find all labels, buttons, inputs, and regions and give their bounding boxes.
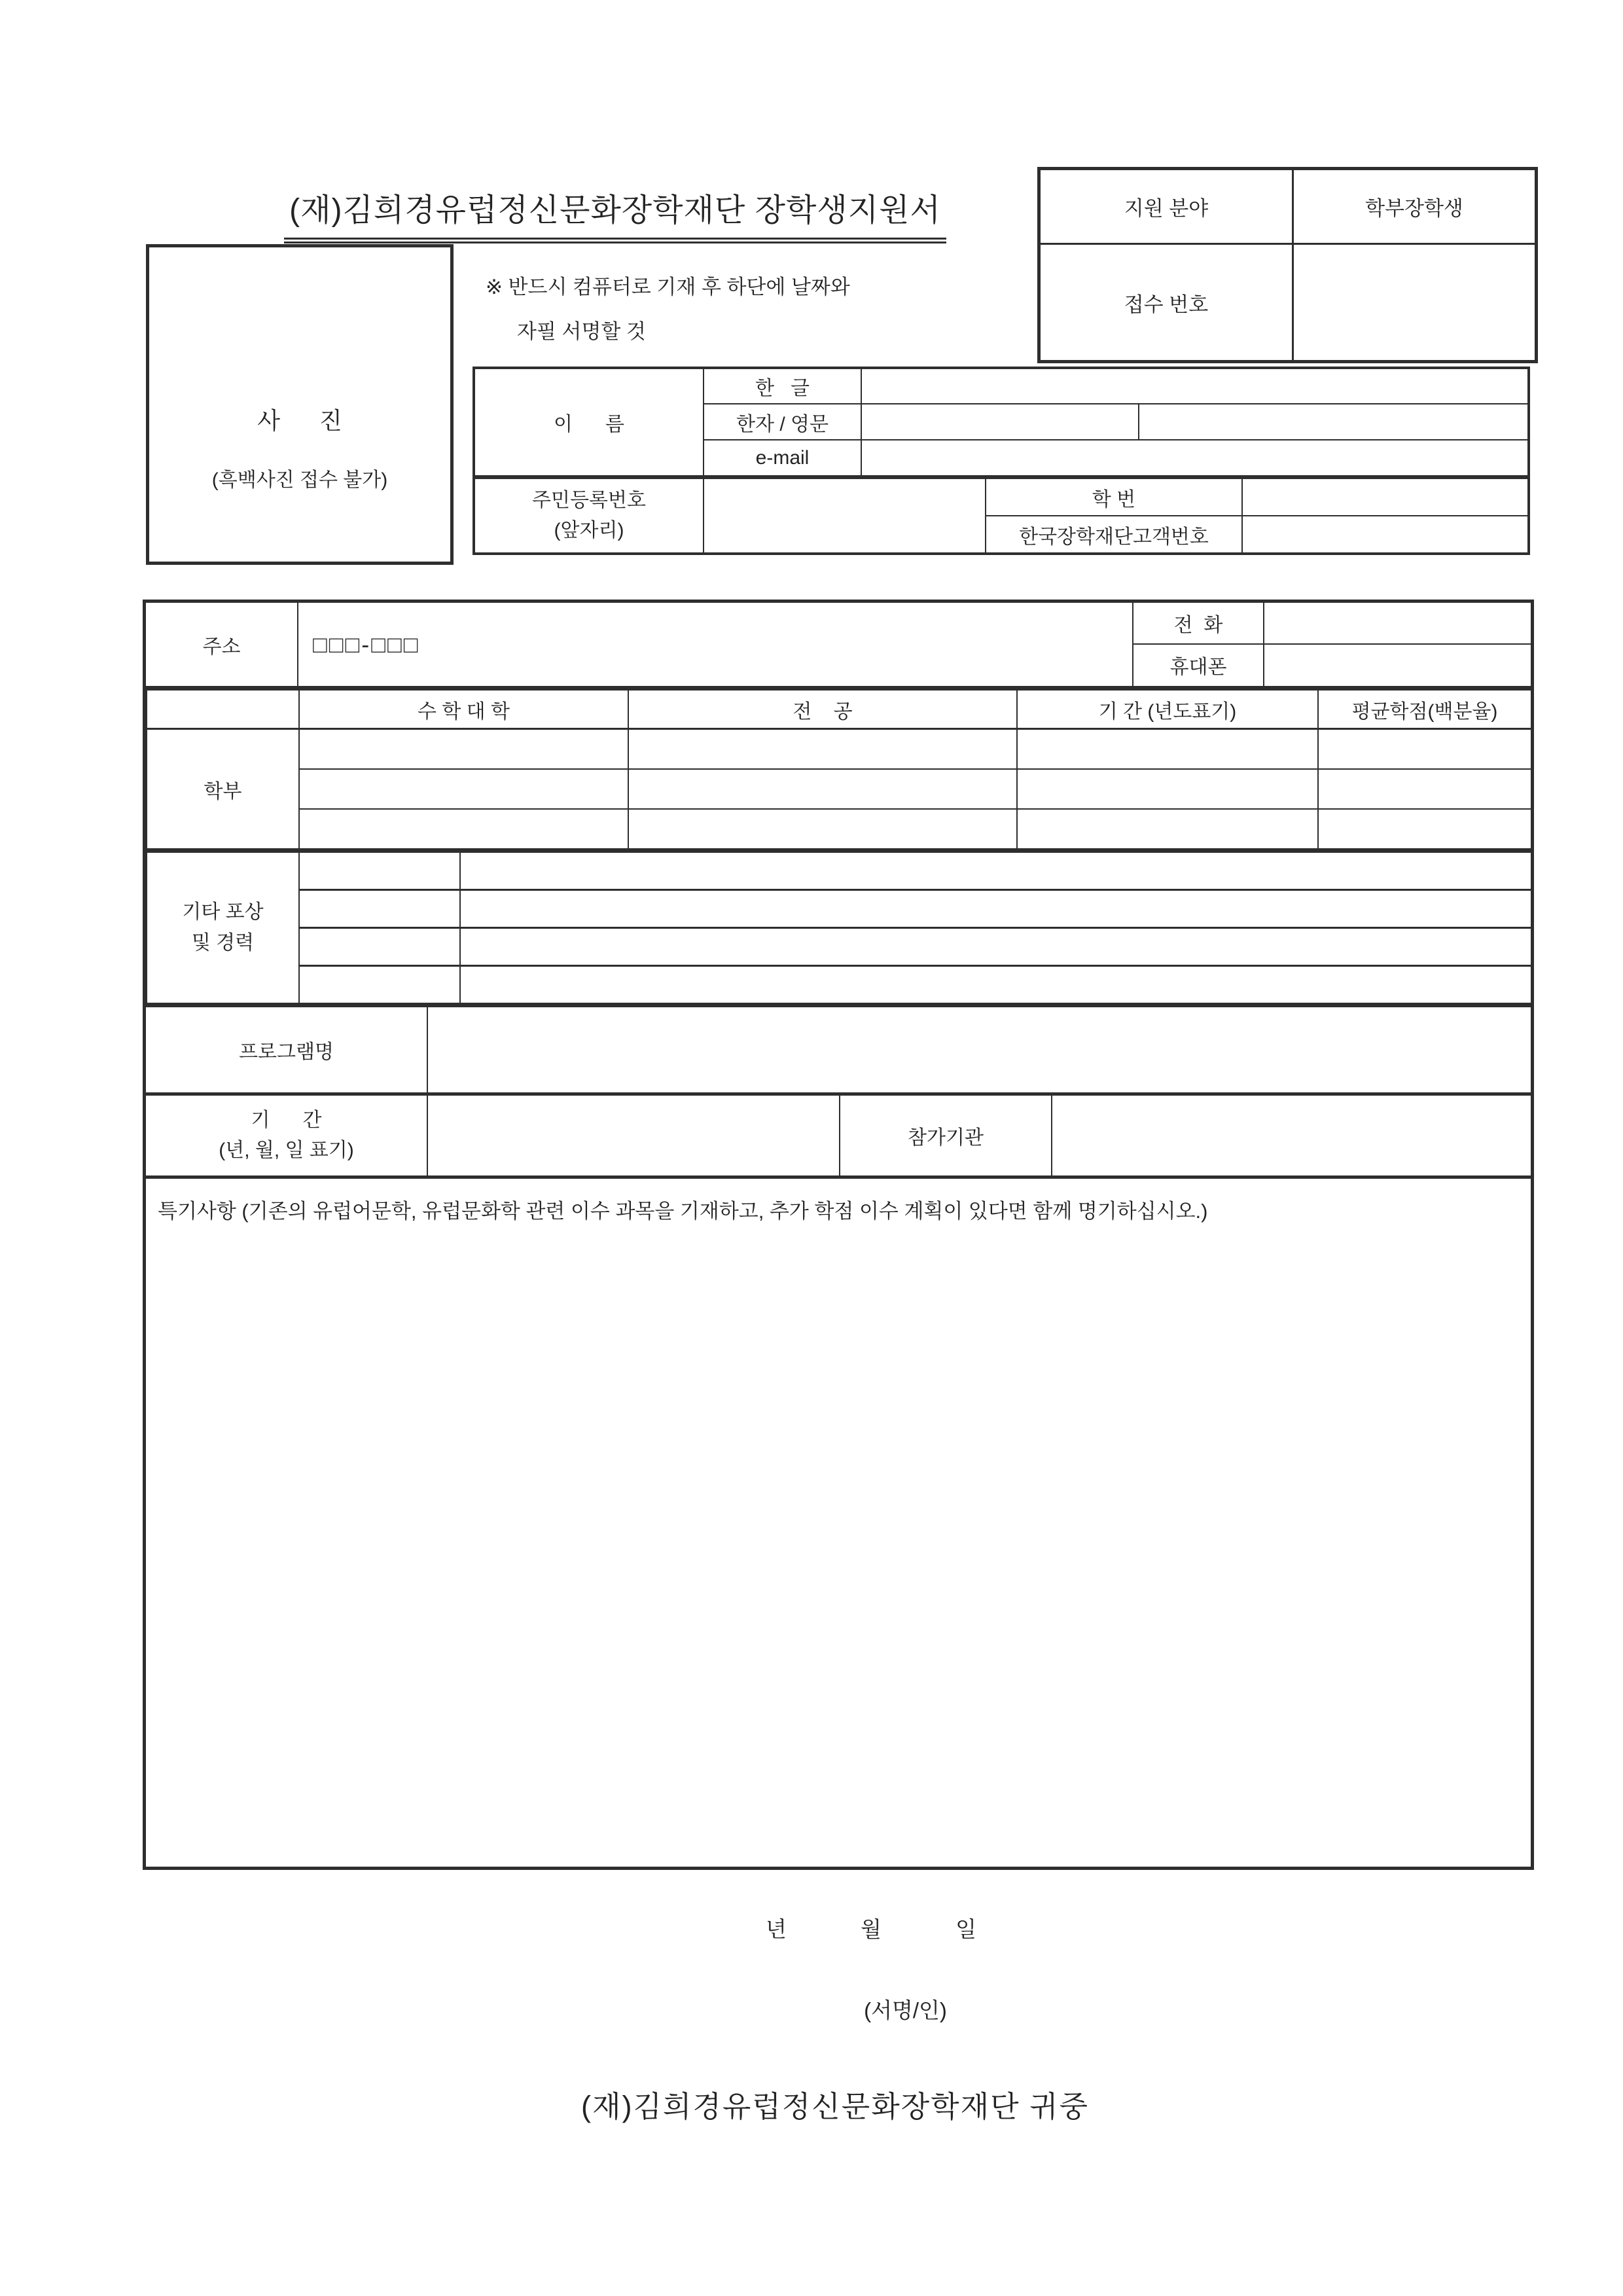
- col-header-university: 수 학 대 학: [299, 690, 628, 729]
- major-field-3[interactable]: [628, 809, 1017, 849]
- award-sub-field-4[interactable]: [299, 966, 460, 1004]
- postal-code-placeholder: □□□-□□□: [313, 630, 420, 658]
- email-label: e-mail: [704, 440, 861, 476]
- awards-label-line1: 기타 포상: [182, 901, 264, 923]
- phone-row: [1133, 603, 1531, 645]
- awards-section: [146, 850, 1531, 1004]
- mobile-label: 휴대폰: [1133, 645, 1264, 687]
- phone-label: 전 화: [1133, 603, 1264, 643]
- period-field-3[interactable]: [1017, 809, 1318, 849]
- name-label: 이 름: [474, 368, 704, 476]
- remarks-input-area[interactable]: [158, 1224, 1519, 1839]
- period-field[interactable]: [428, 1096, 840, 1175]
- gpa-field-1[interactable]: [1318, 729, 1531, 770]
- note-line-1: ※ 반드시 컴퓨터로 기재 후 하단에 날짜와: [486, 276, 850, 298]
- col-header-major: 전 공: [628, 690, 1017, 729]
- name-hangul-field[interactable]: [861, 368, 1529, 404]
- gpa-field-3[interactable]: [1318, 809, 1531, 849]
- university-field-2[interactable]: [299, 769, 628, 809]
- award-field-1[interactable]: [460, 853, 1531, 890]
- signature-label: (서명/인): [864, 1998, 947, 2022]
- main-form-table: [143, 600, 1534, 1870]
- receipt-number-field[interactable]: [1293, 244, 1537, 362]
- name-english-field[interactable]: [1139, 404, 1529, 440]
- photo-box-label: 사 진: [257, 406, 342, 434]
- fill-instruction-note: [486, 276, 1009, 343]
- photo-attach-box[interactable]: [146, 244, 454, 565]
- phone-field[interactable]: [1264, 603, 1531, 643]
- period-field-1[interactable]: [1017, 729, 1318, 770]
- email-field[interactable]: [861, 440, 1529, 476]
- major-field-1[interactable]: [628, 729, 1017, 770]
- resident-label-line2: (앞자리): [554, 520, 624, 541]
- date-day-label: 일: [955, 1917, 976, 1941]
- period-label-line1: 기 간: [251, 1109, 322, 1131]
- name-hangul-label: 한 글: [704, 368, 861, 404]
- award-sub-field-2[interactable]: [299, 890, 460, 928]
- signature-line: [143, 1994, 1527, 2024]
- resident-number-field[interactable]: [704, 478, 986, 554]
- academic-row-label: 학부: [147, 729, 299, 850]
- name-table: [473, 367, 1530, 476]
- remarks-section: [146, 1175, 1531, 1867]
- phone-block: [1133, 603, 1531, 686]
- application-meta-table: [1037, 167, 1538, 363]
- application-field-label: 지원 분야: [1039, 169, 1293, 244]
- university-field-1[interactable]: [299, 729, 628, 770]
- program-section: [146, 1004, 1531, 1092]
- address-label: 주소: [146, 603, 298, 686]
- period-section: [146, 1092, 1531, 1175]
- award-sub-field-1[interactable]: [299, 853, 460, 890]
- organization-label: 참가기관: [840, 1096, 1052, 1175]
- address-section: [146, 603, 1531, 686]
- organization-field[interactable]: [1052, 1096, 1531, 1175]
- closing-line: (재)김희경유럽정신문화장학재단 귀중: [581, 2090, 1089, 2123]
- kosaf-number-label: 한국장학재단고객번호: [986, 516, 1242, 554]
- award-field-4[interactable]: [460, 966, 1531, 1004]
- period-field-2[interactable]: [1017, 769, 1318, 809]
- gpa-field-2[interactable]: [1318, 769, 1531, 809]
- resident-number-table: [473, 476, 1530, 555]
- academic-corner-cell: [147, 690, 299, 729]
- program-name-field[interactable]: [428, 1007, 1531, 1092]
- receipt-number-label: 접수 번호: [1039, 244, 1293, 362]
- form-title: (재)김희경유럽정신문화장학재단 장학생지원서: [284, 185, 946, 243]
- awards-label-line2: 및 경력: [191, 931, 255, 954]
- major-field-2[interactable]: [628, 769, 1017, 809]
- col-header-gpa: 평균학점(백분율): [1318, 690, 1531, 729]
- col-header-period: 기 간 (년도표기): [1017, 690, 1318, 729]
- form-title-wrap: [164, 185, 1067, 243]
- period-label: [146, 1096, 428, 1175]
- date-month-label: 월: [861, 1917, 882, 1941]
- award-field-3[interactable]: [460, 928, 1531, 966]
- remarks-caption: 특기사항 (기존의 유럽어문학, 유럽문화학 관련 이수 과목을 기재하고, 추가 학점 이수 계획이 있다면 함께 명기하십시오.): [158, 1200, 1208, 1223]
- awards-label: [147, 853, 299, 1003]
- mobile-field[interactable]: [1264, 645, 1531, 687]
- mobile-row: [1133, 645, 1531, 687]
- student-id-label: 학 번: [986, 478, 1242, 516]
- program-name-label: 프로그램명: [146, 1007, 428, 1092]
- address-field[interactable]: [298, 603, 1133, 686]
- date-year-label: 년: [765, 1917, 787, 1941]
- application-field-value: 학부장학생: [1293, 169, 1537, 244]
- name-hanja-label: 한자 / 영문: [704, 404, 861, 440]
- award-field-2[interactable]: [460, 890, 1531, 928]
- university-field-3[interactable]: [299, 809, 628, 849]
- period-label-line2: (년, 월, 일 표기): [219, 1139, 354, 1161]
- kosaf-number-field[interactable]: [1242, 516, 1529, 554]
- name-table-wrap: [473, 367, 1527, 555]
- photo-box-note: (흑백사진 접수 불가): [211, 469, 388, 491]
- resident-number-label: [474, 478, 704, 554]
- student-id-field[interactable]: [1242, 478, 1529, 516]
- academic-section: [146, 686, 1531, 850]
- date-line: [143, 1912, 1527, 1943]
- note-line-2: 자필 서명할 것: [517, 320, 646, 344]
- award-sub-field-3[interactable]: [299, 928, 460, 966]
- resident-label-line1: 주민등록번호: [532, 489, 646, 511]
- name-hanja-field[interactable]: [861, 404, 1139, 440]
